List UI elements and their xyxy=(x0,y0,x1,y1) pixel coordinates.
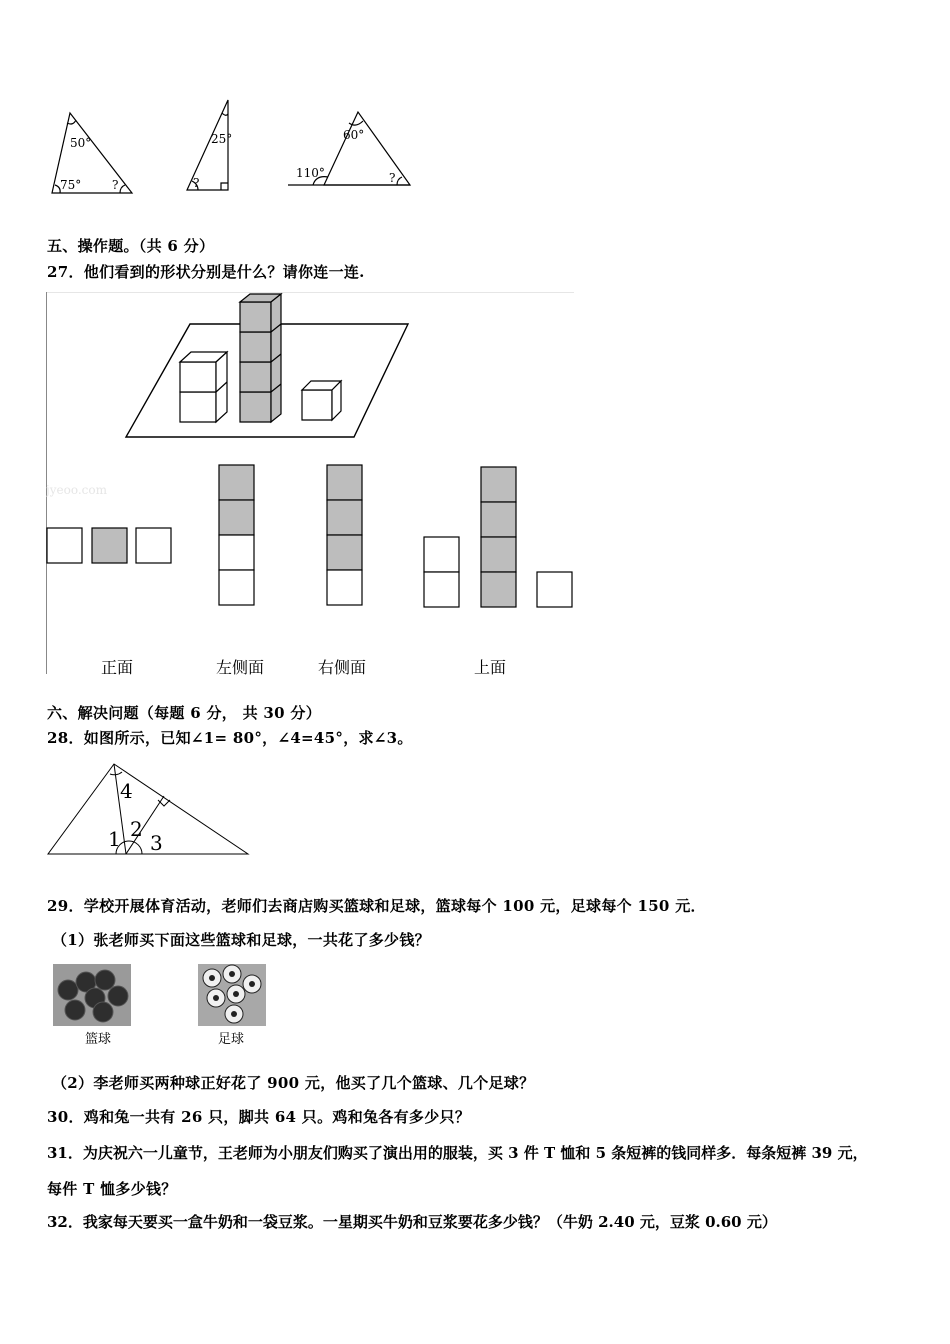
t1-left-angle: 75° xyxy=(60,178,82,192)
basketball-label: 篮球 xyxy=(85,1032,112,1047)
question-29: 29．学校开展体育活动，老师们去商店购买篮球和足球，篮球每个 100 元，足球每个 150 元． xyxy=(47,897,706,915)
basketball-photo xyxy=(53,964,131,1026)
question-31-line-1: 31．为庆祝六一儿童节，王老师为小朋友们购买了演出用的服装，买 3 件 T 恤和 5 条短裤的钱同样多．每条短裤 39 元， xyxy=(47,1144,868,1162)
question-27: 27．他们看到的形状分别是什么？请你连一连. xyxy=(47,263,365,281)
watermark: jyeoo.com xyxy=(46,483,107,497)
section-5-title: 五、操作题。（共 6 分） xyxy=(47,237,215,255)
angle-label-4: 4 xyxy=(120,779,133,803)
t3-right-angle: ? xyxy=(389,171,396,185)
question-28: 28．如图所示，已知∠1= 80°，∠4=45°，求∠3。 xyxy=(47,729,413,747)
football-photo xyxy=(198,964,266,1026)
triangle-3 xyxy=(324,112,410,185)
label-front: 正面 xyxy=(101,658,134,677)
question-32: 32．我家每天要买一盒牛奶和一袋豆浆。一星期买牛奶和豆浆要花多少钱？（牛奶 2.40 元，豆浆 0.60 元） xyxy=(47,1213,777,1231)
angle-label-2: 2 xyxy=(130,817,143,841)
football-label: 足球 xyxy=(218,1032,245,1047)
angle-label-1: 1 xyxy=(108,827,121,851)
question-29-part-1: （1）张老师买下面这些篮球和足球，一共花了多少钱？ xyxy=(52,931,430,949)
label-left-side: 左侧面 xyxy=(216,658,265,677)
section-6-title: 六、解决问题（每题 6 分， 共 30 分） xyxy=(47,704,322,722)
question-29-part-2: （2）李老师买两种球正好花了 900 元，他买了几个篮球、几个足球？ xyxy=(52,1074,535,1092)
angle-label-3: 3 xyxy=(150,831,163,855)
label-top: 上面 xyxy=(474,658,507,677)
t3-ext-angle: 110° xyxy=(296,166,325,180)
question-31-line-2: 每件 T 恤多少钱？ xyxy=(47,1180,177,1198)
label-right-side: 右侧面 xyxy=(318,658,367,677)
t2-left-angle: ? xyxy=(193,176,200,190)
question-30: 30．鸡和兔一共有 26 只，脚共 64 只。鸡和兔各有多少只？ xyxy=(47,1108,471,1126)
t2-top-angle: 25° xyxy=(211,132,233,146)
t1-right-angle: ? xyxy=(112,178,119,192)
t1-top-angle: 50° xyxy=(70,136,92,150)
cubes-figure xyxy=(46,292,576,684)
angle-figure xyxy=(46,760,252,860)
triangles-figure xyxy=(40,95,420,200)
t3-top-angle: 60° xyxy=(343,128,365,142)
